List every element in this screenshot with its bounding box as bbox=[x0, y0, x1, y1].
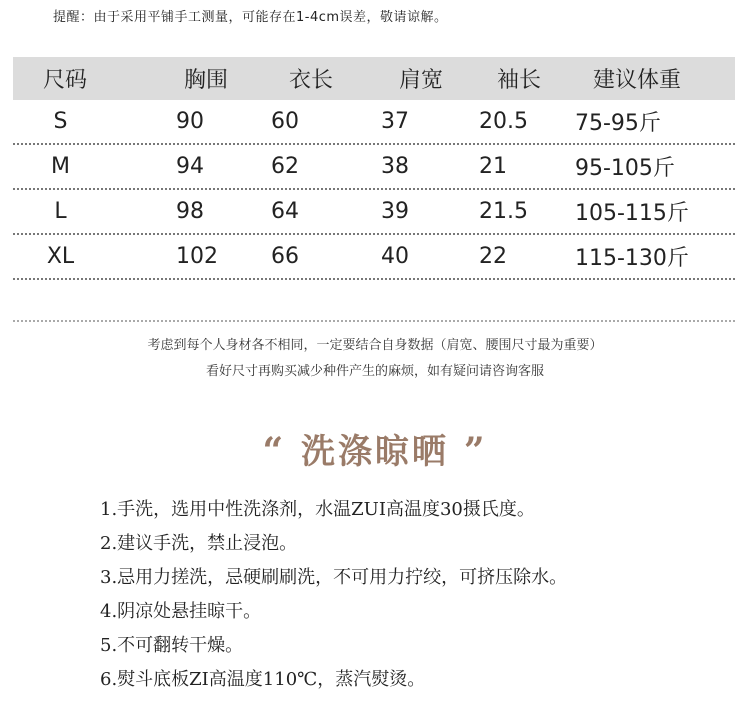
table-row bbox=[13, 235, 735, 280]
cell-shoulder: 39 bbox=[381, 199, 409, 224]
header-shoulder: 肩宽 bbox=[399, 68, 444, 93]
size-table-header bbox=[13, 57, 735, 100]
cell-sleeve: 21.5 bbox=[479, 199, 528, 224]
size-table bbox=[13, 57, 735, 322]
cell-length: 64 bbox=[271, 199, 299, 224]
header-chest: 胸围 bbox=[184, 68, 229, 93]
cell-weight: 115-130斤 bbox=[575, 246, 689, 271]
cell-sleeve: 22 bbox=[479, 244, 507, 269]
advice-line-2: 看好尺寸再购买减少种件产生的麻烦，如有疑问请咨询客服 bbox=[205, 364, 544, 379]
cell-size: XL bbox=[46, 244, 75, 269]
cell-chest: 98 bbox=[176, 199, 204, 224]
open-quote-mark: “ bbox=[262, 430, 287, 472]
header-size: 尺码 bbox=[43, 68, 88, 93]
list-item: 4.阴凉处悬挂晾干。 bbox=[100, 601, 262, 622]
cell-sleeve: 21 bbox=[479, 154, 507, 179]
list-item: 2.建议手洗，禁止浸泡。 bbox=[100, 533, 298, 554]
cell-size: L bbox=[54, 199, 67, 224]
cell-chest: 90 bbox=[176, 109, 204, 134]
header-length: 衣长 bbox=[289, 68, 334, 93]
measurement-notice: 提醒：由于采用平铺手工测量，可能存在1-4cm误差，敬请谅解。 bbox=[53, 10, 448, 25]
cell-chest: 94 bbox=[176, 154, 204, 179]
cell-chest: 102 bbox=[176, 244, 218, 269]
care-section-title bbox=[0, 424, 750, 473]
cell-sleeve: 20.5 bbox=[479, 109, 528, 134]
list-item: 3.忌用力搓洗，忌硬刷刷洗，不可用力拧绞，可挤压除水。 bbox=[100, 567, 568, 588]
cell-shoulder: 40 bbox=[381, 244, 409, 269]
table-row bbox=[13, 145, 735, 190]
header-weight: 建议体重 bbox=[593, 68, 682, 93]
cell-shoulder: 38 bbox=[381, 154, 409, 179]
table-row bbox=[13, 100, 735, 145]
cell-length: 62 bbox=[271, 154, 299, 179]
close-quote-mark: ” bbox=[463, 430, 488, 472]
table-row bbox=[13, 190, 735, 235]
cell-weight: 105-115斤 bbox=[575, 201, 689, 226]
advice-line-1: 考虑到每个人身材各不相同，一定要结合自身数据（肩宽、腰围尺寸最为重要） bbox=[147, 338, 603, 353]
cell-length: 66 bbox=[271, 244, 299, 269]
header-sleeve: 袖长 bbox=[497, 68, 542, 93]
care-title-text: 洗涤晾晒 bbox=[301, 432, 449, 472]
cell-size: M bbox=[51, 154, 70, 179]
list-item: 6.熨斗底板ZI高温度110℃，蒸汽熨烫。 bbox=[100, 669, 426, 690]
cell-size: S bbox=[53, 109, 68, 134]
care-instructions-list bbox=[100, 496, 567, 700]
cell-weight: 75-95斤 bbox=[575, 111, 661, 136]
cell-weight: 95-105斤 bbox=[575, 156, 675, 181]
table-row-empty bbox=[13, 280, 735, 322]
list-item: 5.不可翻转干燥。 bbox=[100, 635, 244, 656]
list-item: 1.手洗，选用中性洗涤剂，水温ZUI高温度30摄氏度。 bbox=[100, 499, 535, 520]
cell-shoulder: 37 bbox=[381, 109, 409, 134]
cell-length: 60 bbox=[271, 109, 299, 134]
